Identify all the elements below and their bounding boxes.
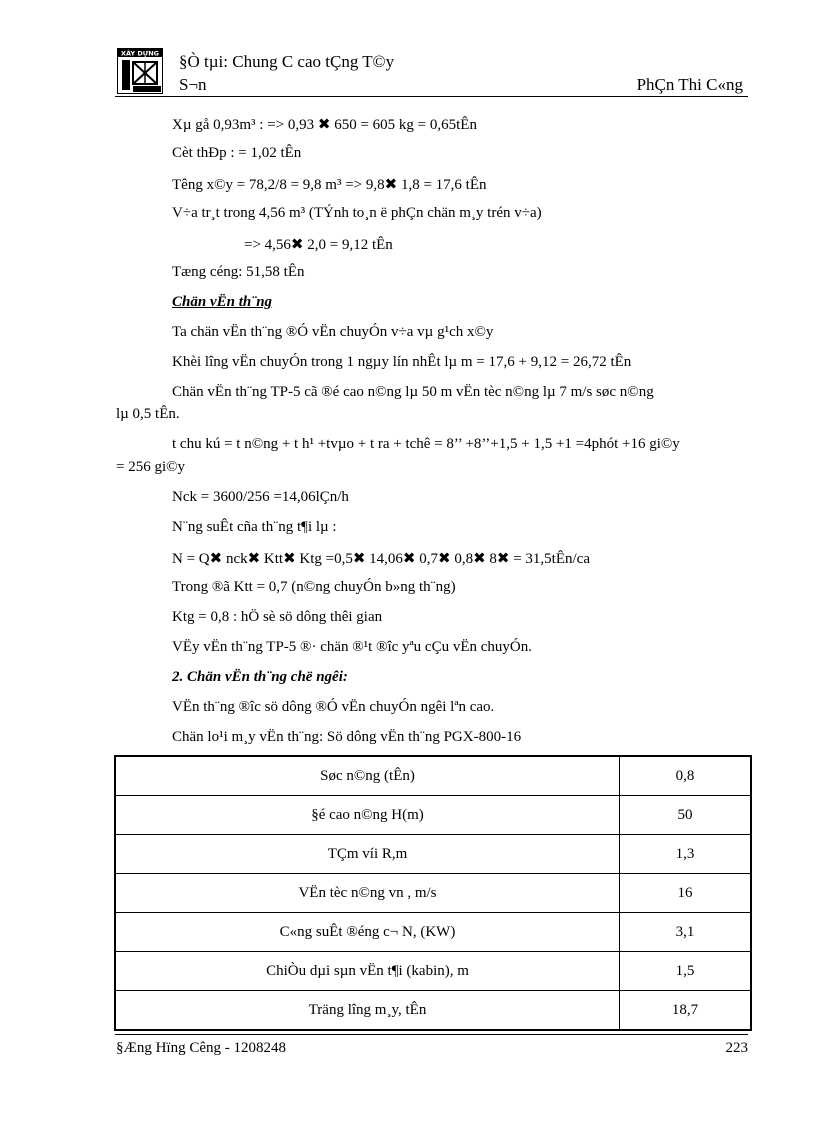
header-title: §Ò tµi: Chung C cao tÇng T©y	[179, 52, 395, 71]
text-line: Ktg = 0,8 : hÖ sè sö dông thêi gian	[172, 609, 383, 625]
table-row	[115, 874, 751, 913]
footer-author: §Æng Hïng Cêng - 1208248	[116, 1040, 286, 1056]
section-title: 2. Chän vËn th¨ng chë ngêi:	[172, 669, 348, 685]
text-line: Khèi lîng vËn chuyÓn trong 1 ngµy lín nhÊt lµ m = 17,6 + 9,12 = 26,72 tÊn	[172, 354, 632, 370]
spec-value: 18,7	[620, 991, 752, 1031]
spec-label: Träng lîng m¸y, tÊn	[115, 991, 620, 1031]
table-row	[115, 913, 751, 952]
text-line: Chän vËn th¨ng TP-5 cã ®é cao n©ng lµ 50 m vËn tèc n©ng lµ 7 m/s søc n©ng	[172, 384, 654, 400]
spec-label: ChiÒu dµi sµn vËn t¶i (kabin), m	[115, 952, 620, 991]
specification-table	[114, 755, 752, 1031]
text-line: Trong ®ã Ktt = 0,7 (n©ng chuyÓn b»ng th¨ng)	[172, 579, 456, 595]
spec-value: 1,5	[620, 952, 752, 991]
table-row	[115, 991, 751, 1031]
spec-value: 1,3	[620, 835, 752, 874]
spec-label: TÇm víi R,m	[115, 835, 620, 874]
company-logo-icon	[117, 48, 163, 94]
spec-label: VËn tèc n©ng vn , m/s	[115, 874, 620, 913]
header-title-cont: S¬n	[179, 75, 207, 94]
formula-line: t chu kú = t n©ng + t h¹ +tvµo + t ra + tchê = 8’’ +8’’+1,5 + 1,5 +1 =4phót +16 gi©y	[172, 436, 680, 452]
text-line: = 256 gi©y	[116, 459, 186, 475]
page-header	[115, 44, 745, 96]
text-line: VËn th¨ng ®îc sö dông ®Ó vËn chuyÓn ngêi lªn cao.	[172, 699, 495, 715]
spec-value: 0,8	[620, 756, 752, 796]
text-line: Ta chän vËn th¨ng ®Ó vËn chuyÓn v÷a vµ g¹ch x©y	[172, 324, 494, 340]
footer-rule	[115, 1034, 748, 1035]
spec-value: 16	[620, 874, 752, 913]
text-line: Têng x©y = 78,2/8 = 9,8 m³ => 9,8✖ 1,8 = 17,6 tÊn	[172, 177, 487, 193]
text-line: VËy vËn th¨ng TP-5 ®· chän ®¹t ®îc yªu cÇu vËn chuyÓn.	[172, 639, 532, 655]
table-row	[115, 952, 751, 991]
svg-text:XÂY DỰNG: XÂY DỰNG	[121, 49, 159, 58]
spec-value: 3,1	[620, 913, 752, 952]
text-line: lµ 0,5 tÊn.	[116, 406, 180, 422]
text-line: Chän lo¹i m¸y vËn th¨ng: Sö dông vËn th¨ng PGX-800-16	[172, 729, 522, 745]
text-line: Nck = 3600/256 =14,06lÇn/h	[172, 489, 349, 505]
table-row	[115, 756, 751, 796]
table-row	[115, 796, 751, 835]
text-line: Cèt thÐp : = 1,02 tÊn	[172, 145, 302, 161]
spec-label: §é cao n©ng H(m)	[115, 796, 620, 835]
text-line: V÷a tr¸t trong 4,56 m³ (TÝnh to¸n ë phÇn chän m¸y trén v÷a)	[172, 205, 542, 221]
text-line: N¨ng suÊt cña th¨ng t¶i lµ :	[172, 519, 337, 535]
header-section: PhÇn Thi C«ng	[636, 75, 743, 94]
spec-value: 50	[620, 796, 752, 835]
spec-label: C«ng suÊt ®éng c¬ N, (KW)	[115, 913, 620, 952]
table-row	[115, 835, 751, 874]
spec-label: Søc n©ng (tÊn)	[115, 756, 620, 796]
page-number: 223	[725, 1040, 748, 1056]
header-rule	[115, 96, 748, 97]
formula-line: N = Q✖ nck✖ Ktt✖ Ktg =0,5✖ 14,06✖ 0,7✖ 0,8✖ 8✖ = 31,5tÊn/ca	[172, 551, 590, 567]
text-line: Xµ gå 0,93m³ : => 0,93 ✖ 650 = 605 kg = 0,65tÊn	[172, 117, 477, 133]
text-line: Tæng céng: 51,58 tÊn	[172, 264, 305, 280]
section-title: Chän vËn th¨ng	[172, 294, 273, 310]
text-line: => 4,56✖ 2,0 = 9,12 tÊn	[244, 237, 393, 253]
